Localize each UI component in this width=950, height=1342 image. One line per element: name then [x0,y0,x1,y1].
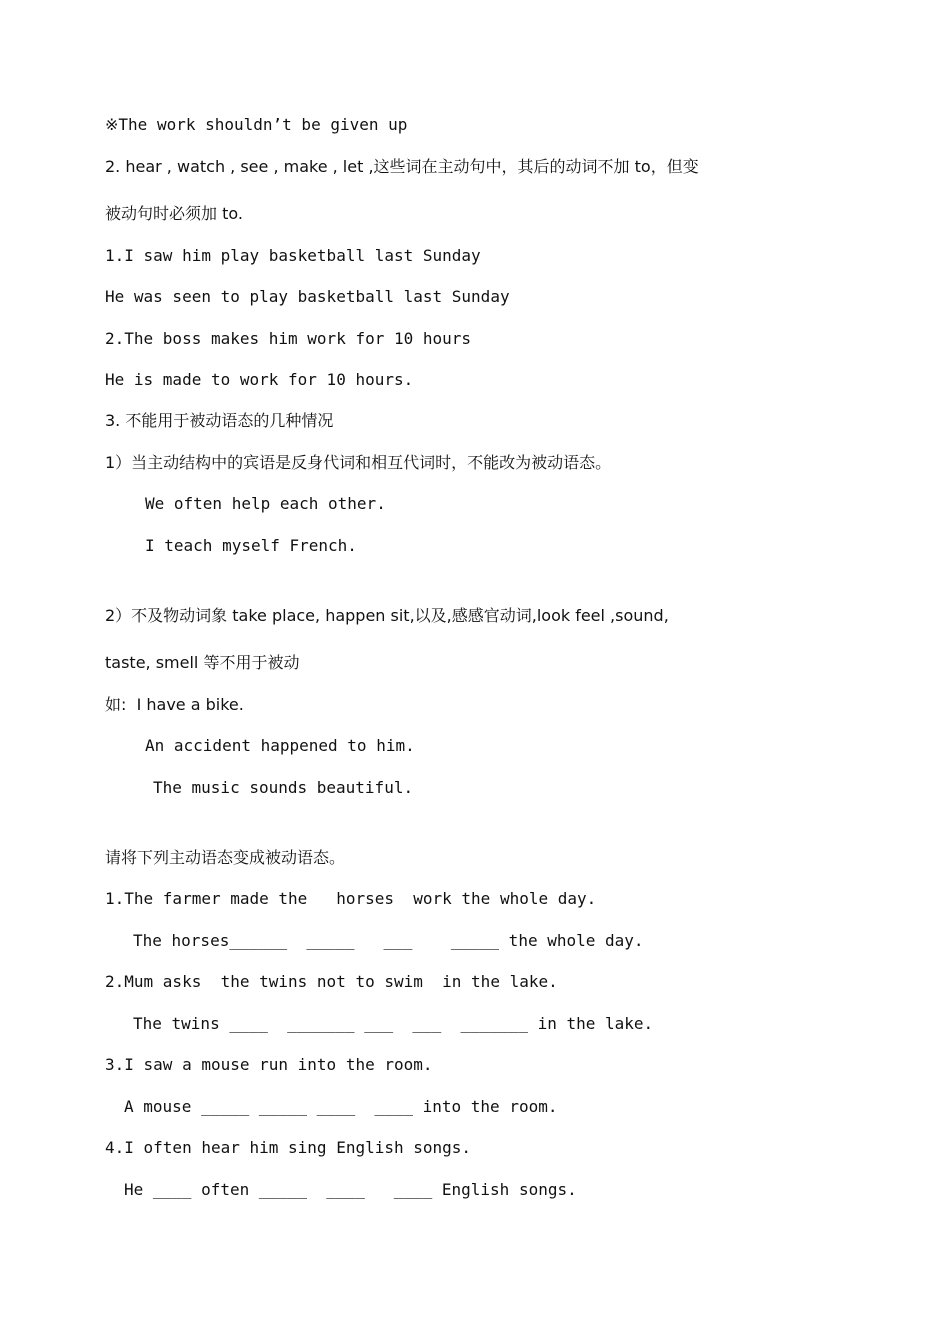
rule-3-heading: 3. 不能用于被动语态的几种情况 [105,411,334,430]
example-1-passive: He was seen to play basketball last Sunday [105,287,510,306]
rule-3-example-4: An accident happened to him. [145,736,415,755]
exercise-2-active: 2.Mum asks the twins not to swim in the lake. [105,972,558,991]
note-line: ※The work shouldn’t be given up [105,115,408,134]
rule-3-example-1: We often help each other. [145,494,386,513]
rule-3-example-5: The music sounds beautiful. [153,778,414,797]
rule-3-item-1: 1）当主动结构中的宾语是反身代词和相互代词时，不能改为被动语态。 [105,453,612,472]
exercise-1-passive: The horses______ _____ ___ _____ the whole day. [133,931,644,950]
example-2-active: 2.The boss makes him work for 10 hours [105,329,472,348]
exercise-3-active: 3.I saw a mouse run into the room. [105,1055,433,1074]
exercise-2-passive: The twins ____ _______ ___ ___ _______ in the lake. [133,1014,654,1033]
rule-2-continued: 被动句时必须加 to. [105,204,243,223]
exercise-4-active: 4.I often hear him sing English songs. [105,1138,472,1157]
exercise-4-passive: He ____ often _____ ____ ____ English songs. [124,1180,577,1199]
rule-3-example-2: I teach myself French. [145,536,357,555]
example-2-passive: He is made to work for 10 hours. [105,370,414,389]
rule-2-line: 2. hear , watch , see , make , let ,这些词在主动句中，其后的动词不加 to，但变 [105,157,699,176]
example-1-active: 1.I saw him play basketball last Sunday [105,246,481,265]
exercise-instruction: 请将下列主动语态变成被动语态。 [105,848,346,867]
exercise-3-passive: A mouse _____ _____ ____ ____ into the room. [124,1097,558,1116]
rule-3-item-2-continued: taste, smell 等不用于被动 [105,653,300,672]
rule-3-item-2: 2）不及物动词象 take place, happen sit,以及,感感官动词,look feel ,sound, [105,606,669,625]
rule-3-example-3: 如: I have a bike. [105,695,244,714]
exercise-1-active: 1.The farmer made the horses work the whole day. [105,889,597,908]
